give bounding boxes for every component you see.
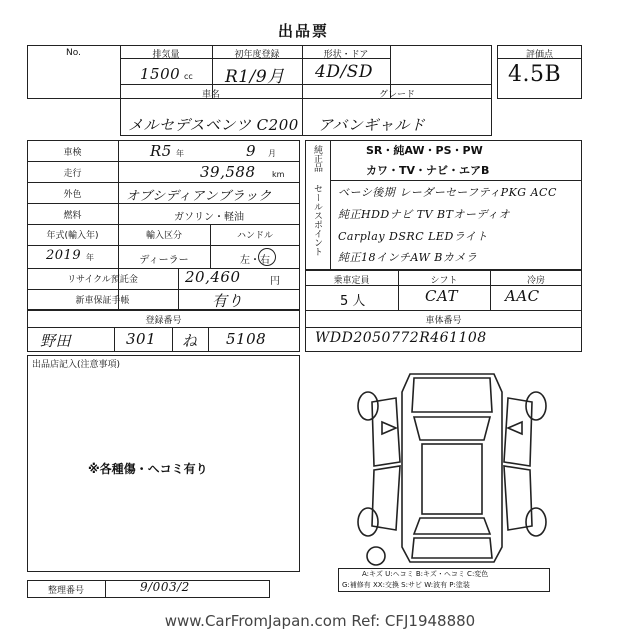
capacity-label: 乗車定員 bbox=[333, 276, 370, 286]
model-year-label: 年式(輸入年) bbox=[46, 231, 99, 241]
ac-value: AAC bbox=[505, 287, 540, 305]
management-value: 9/003/2 bbox=[140, 580, 190, 594]
handle-label: ハンドル bbox=[236, 231, 273, 241]
reg-area: 野田 bbox=[40, 332, 72, 350]
footer-watermark: www.CarFromJapan.com Ref: CFJ1948880 bbox=[164, 612, 476, 630]
shift-label: シフト bbox=[430, 276, 458, 286]
manual-label: 新車保証手帳 bbox=[75, 296, 130, 306]
color-value: オブシディアンブラック bbox=[126, 189, 272, 204]
first-reg-label: 初年度登録 bbox=[234, 50, 280, 60]
sales-point-2: 純正HDDナビ TV BTオーディオ bbox=[338, 208, 511, 221]
inspection-label: 車検 bbox=[63, 148, 82, 158]
model-year-unit: 年 bbox=[86, 253, 94, 262]
inspection-month-unit: 月 bbox=[268, 149, 276, 158]
notes-text: ※各種傷・ヘコミ有り bbox=[88, 462, 208, 476]
notes-label: 出品店記入(注意事項) bbox=[32, 360, 121, 370]
reg-label: 登録番号 bbox=[145, 316, 182, 326]
model-year-value: 2019 bbox=[46, 248, 82, 263]
fuel-label: 燃料 bbox=[63, 211, 82, 221]
shift-value: CAT bbox=[425, 287, 458, 305]
body-value: 4D/SD bbox=[315, 62, 373, 82]
import-label: 輸入区分 bbox=[145, 231, 182, 241]
capacity-value: 5 人 bbox=[340, 294, 366, 309]
recycle-label: リサイクル預託金 bbox=[67, 275, 138, 285]
grade-value: アバンギャルド bbox=[318, 116, 426, 134]
sales-point-3: Carplay DSRC LEDライト bbox=[338, 230, 488, 243]
first-reg-value: R1/9月 bbox=[225, 67, 285, 87]
equipment-label: 純正品 bbox=[312, 145, 322, 172]
body-label: 形状・ドア bbox=[323, 50, 369, 60]
ac-label: 冷房 bbox=[526, 276, 545, 286]
displacement-label: 排気量 bbox=[152, 50, 180, 60]
damage-diagram bbox=[352, 362, 552, 572]
reg-num: 5108 bbox=[226, 330, 267, 348]
sales-point-1: ベーシ後期 レーダーセーフティPKG ACC bbox=[338, 186, 557, 199]
vin-value: WDD2050772R461108 bbox=[315, 330, 487, 346]
car-name-value: メルセデスベンツ C200 bbox=[128, 116, 299, 134]
displacement-value: 1500 bbox=[140, 65, 181, 83]
recycle-value: 20,460 bbox=[185, 268, 241, 286]
mileage-value: 39,588 bbox=[200, 163, 256, 181]
displacement-unit: cc bbox=[184, 72, 193, 81]
legend-line2: G:補修有 XX:交換 S:サビ W:波有 P:塗装 bbox=[342, 581, 470, 589]
reg-class: 301 bbox=[126, 330, 157, 348]
inspection-year: R5 bbox=[150, 142, 172, 160]
score-value: 4.5B bbox=[508, 62, 562, 87]
vin-label: 車体番号 bbox=[425, 316, 462, 326]
handle-options: 左・右 bbox=[240, 255, 270, 266]
recycle-unit: 円 bbox=[270, 276, 280, 287]
reg-kana: ね bbox=[182, 332, 198, 350]
score-label: 評価点 bbox=[525, 50, 553, 60]
sheet-title: 出品票 bbox=[278, 22, 330, 40]
management-label: 整理番号 bbox=[47, 586, 84, 596]
equipment-row2: カワ・TV・ナビ・エアB bbox=[366, 164, 490, 177]
car-name-label: 車名 bbox=[201, 90, 220, 100]
grade-label: グレード bbox=[378, 90, 415, 100]
equipment-row1: SR・純AW・PS・PW bbox=[366, 144, 483, 157]
fuel-options: ガソリン・軽油 bbox=[174, 212, 244, 223]
import-value: ディーラー bbox=[139, 255, 189, 266]
color-label: 外色 bbox=[63, 190, 82, 200]
mileage-unit: km bbox=[272, 170, 285, 179]
legend-line1: A:キズ U:ヘコミ B:キズ・ヘコミ C:変色 bbox=[362, 570, 489, 578]
inspection-month: 9 bbox=[246, 142, 257, 160]
sales-point-4: 純正18インチAW Bカメラ bbox=[338, 251, 478, 264]
spare-tire-icon bbox=[367, 547, 385, 565]
handle-selected-circle bbox=[258, 248, 276, 266]
mileage-label: 走行 bbox=[63, 169, 82, 179]
manual-value: 有り bbox=[212, 292, 244, 310]
sales-points-label: セールスポイント bbox=[312, 184, 322, 256]
inspection-year-unit: 年 bbox=[176, 149, 184, 158]
no-label: No. bbox=[66, 48, 81, 58]
